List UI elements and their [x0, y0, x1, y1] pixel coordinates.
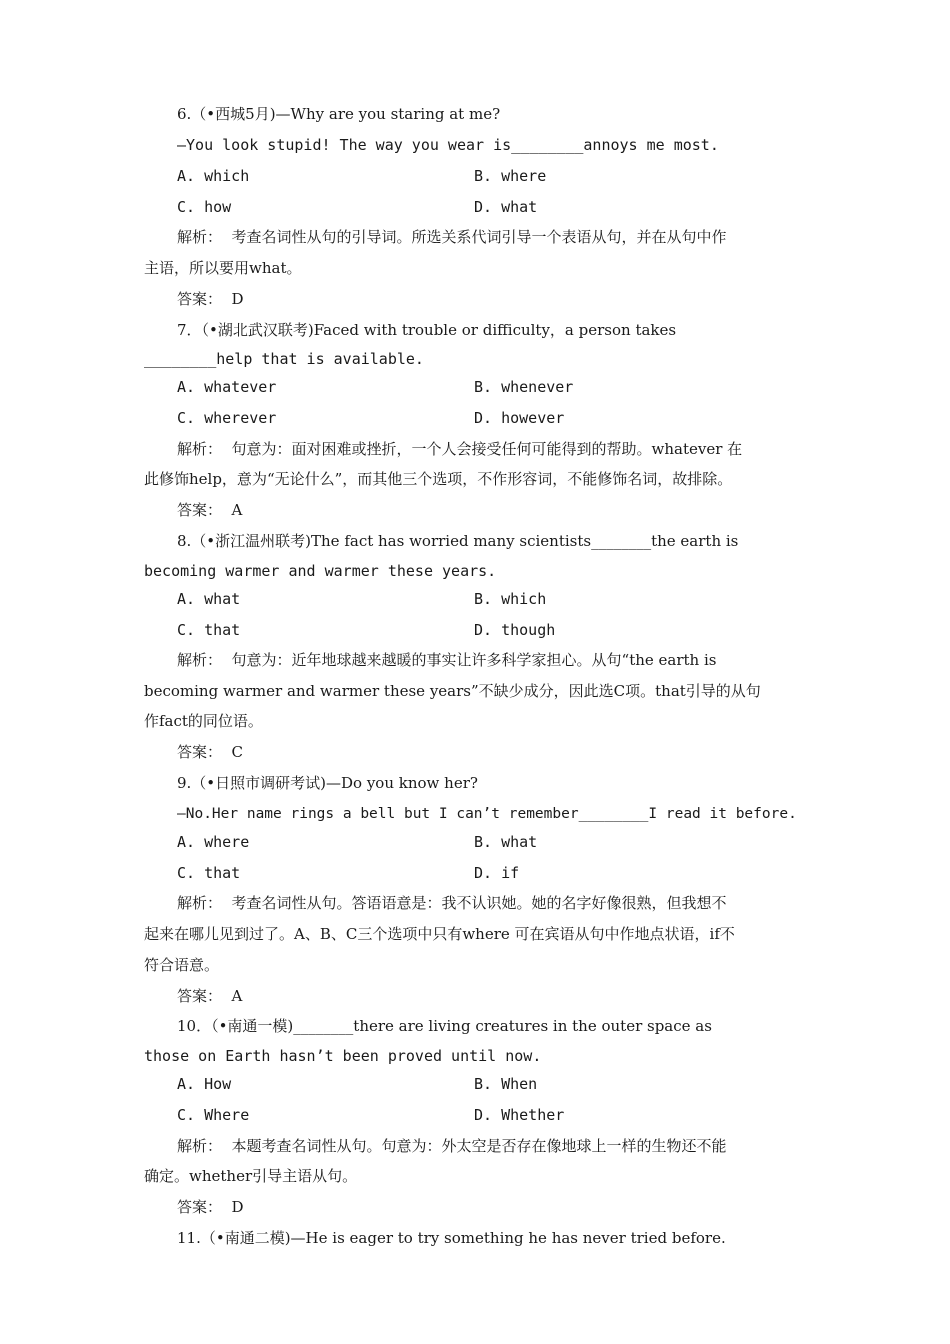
- q7-option-b: B. whenever: [474, 378, 574, 396]
- q9-stem-line2: —No.Her name rings a bell but I can’t remember________I read it before.: [177, 806, 797, 822]
- q10-option-b: B. When: [474, 1075, 538, 1093]
- q7-option-d: D. however: [474, 409, 565, 427]
- q9-analysis-line3: 符合语意。: [144, 956, 220, 974]
- q10-option-c: C. Where: [177, 1106, 250, 1124]
- q8-analysis-line1: 解析： 句意为：近年地球越来越暖的事实让许多科学家担心。从句“the earth is: [177, 651, 717, 669]
- q9-analysis-line2: 起来在哪儿见到过了。A、B、C三个选项中只有where 可在宾语从句中作地点状语，if不: [144, 925, 735, 943]
- q10-stem-line1: 10．（•南通一模)________there are living creatures in the outer space as: [177, 1017, 712, 1035]
- q9-option-c: C. that: [177, 864, 241, 882]
- q9-stem-line1: 9.（•日照市调研考试)—Do you know her?: [177, 774, 478, 792]
- q8-analysis-line2: becoming warmer and warmer these years”不缺少成分，因此选C项。that引导的从句: [144, 682, 761, 700]
- q7-stem-line2: ________help that is available.: [144, 350, 424, 368]
- q6-option-c: C. how: [177, 198, 232, 216]
- q10-option-d: D. Whether: [474, 1106, 565, 1124]
- q7-option-c: C. wherever: [177, 409, 277, 427]
- q9-option-d: D. if: [474, 864, 520, 882]
- q10-stem-line2: those on Earth hasn’t been proved until now.: [144, 1047, 542, 1065]
- q8-option-a: A. what: [177, 590, 241, 608]
- q7-stem-line1: 7．（•湖北武汉联考)Faced with trouble or difficulty，a person takes: [177, 321, 677, 339]
- q10-option-a: A. How: [177, 1075, 232, 1093]
- q8-analysis-line3: 作fact的同位语。: [144, 712, 263, 730]
- q6-stem-line2: —You look stupid! The way you wear is________annoys me most.: [177, 136, 719, 154]
- q7-option-a: A. whatever: [177, 378, 277, 396]
- q9-answer: 答案： A: [177, 987, 243, 1005]
- q10-analysis-line2: 确定。whether引导主语从句。: [144, 1167, 358, 1185]
- q6-stem-line1: 6.（•西城5月)—Why are you staring at me?: [177, 105, 501, 123]
- q8-stem-line2: becoming warmer and warmer these years.: [144, 562, 497, 580]
- q6-option-b: B. where: [474, 167, 547, 185]
- q11-stem-line1: 11.（•南通二模)—He is eager to try something he has never tried before.: [177, 1229, 726, 1247]
- q6-option-a: A. which: [177, 167, 250, 185]
- q6-option-d: D. what: [474, 198, 538, 216]
- q9-option-a: A. where: [177, 833, 250, 851]
- q7-answer: 答案： A: [177, 501, 243, 519]
- q10-analysis-line1: 解析： 本题考查名词性从句。句意为：外太空是否存在像地球上一样的生物还不能: [177, 1137, 727, 1155]
- q7-analysis-line1: 解析： 句意为：面对困难或挫折，一个人会接受任何可能得到的帮助。whatever 在: [177, 440, 743, 458]
- q9-analysis-line1: 解析： 考查名词性从句。答语语意是：我不认识她。她的名字好像很熟，但我想不: [177, 894, 727, 912]
- q8-option-b: B. which: [474, 590, 547, 608]
- q6-analysis-line1: 解析： 考查名词性从句的引导词。所选关系代词引导一个表语从句，并在从句中作: [177, 228, 727, 246]
- q8-stem-line1: 8.（•浙江温州联考)The fact has worried many scientists________the earth is: [177, 532, 739, 550]
- q8-option-d: D. though: [474, 621, 556, 639]
- q6-answer: 答案： D: [177, 290, 244, 308]
- q10-answer: 答案： D: [177, 1198, 244, 1216]
- q6-analysis-line2: 主语，所以要用what。: [144, 259, 302, 277]
- q9-option-b: B. what: [474, 833, 538, 851]
- q8-answer: 答案： C: [177, 743, 244, 761]
- q8-option-c: C. that: [177, 621, 241, 639]
- q7-analysis-line2: 此修饰help，意为“无论什么”，而其他三个选项，不作形容词，不能修饰名词，故排除。: [144, 470, 733, 488]
